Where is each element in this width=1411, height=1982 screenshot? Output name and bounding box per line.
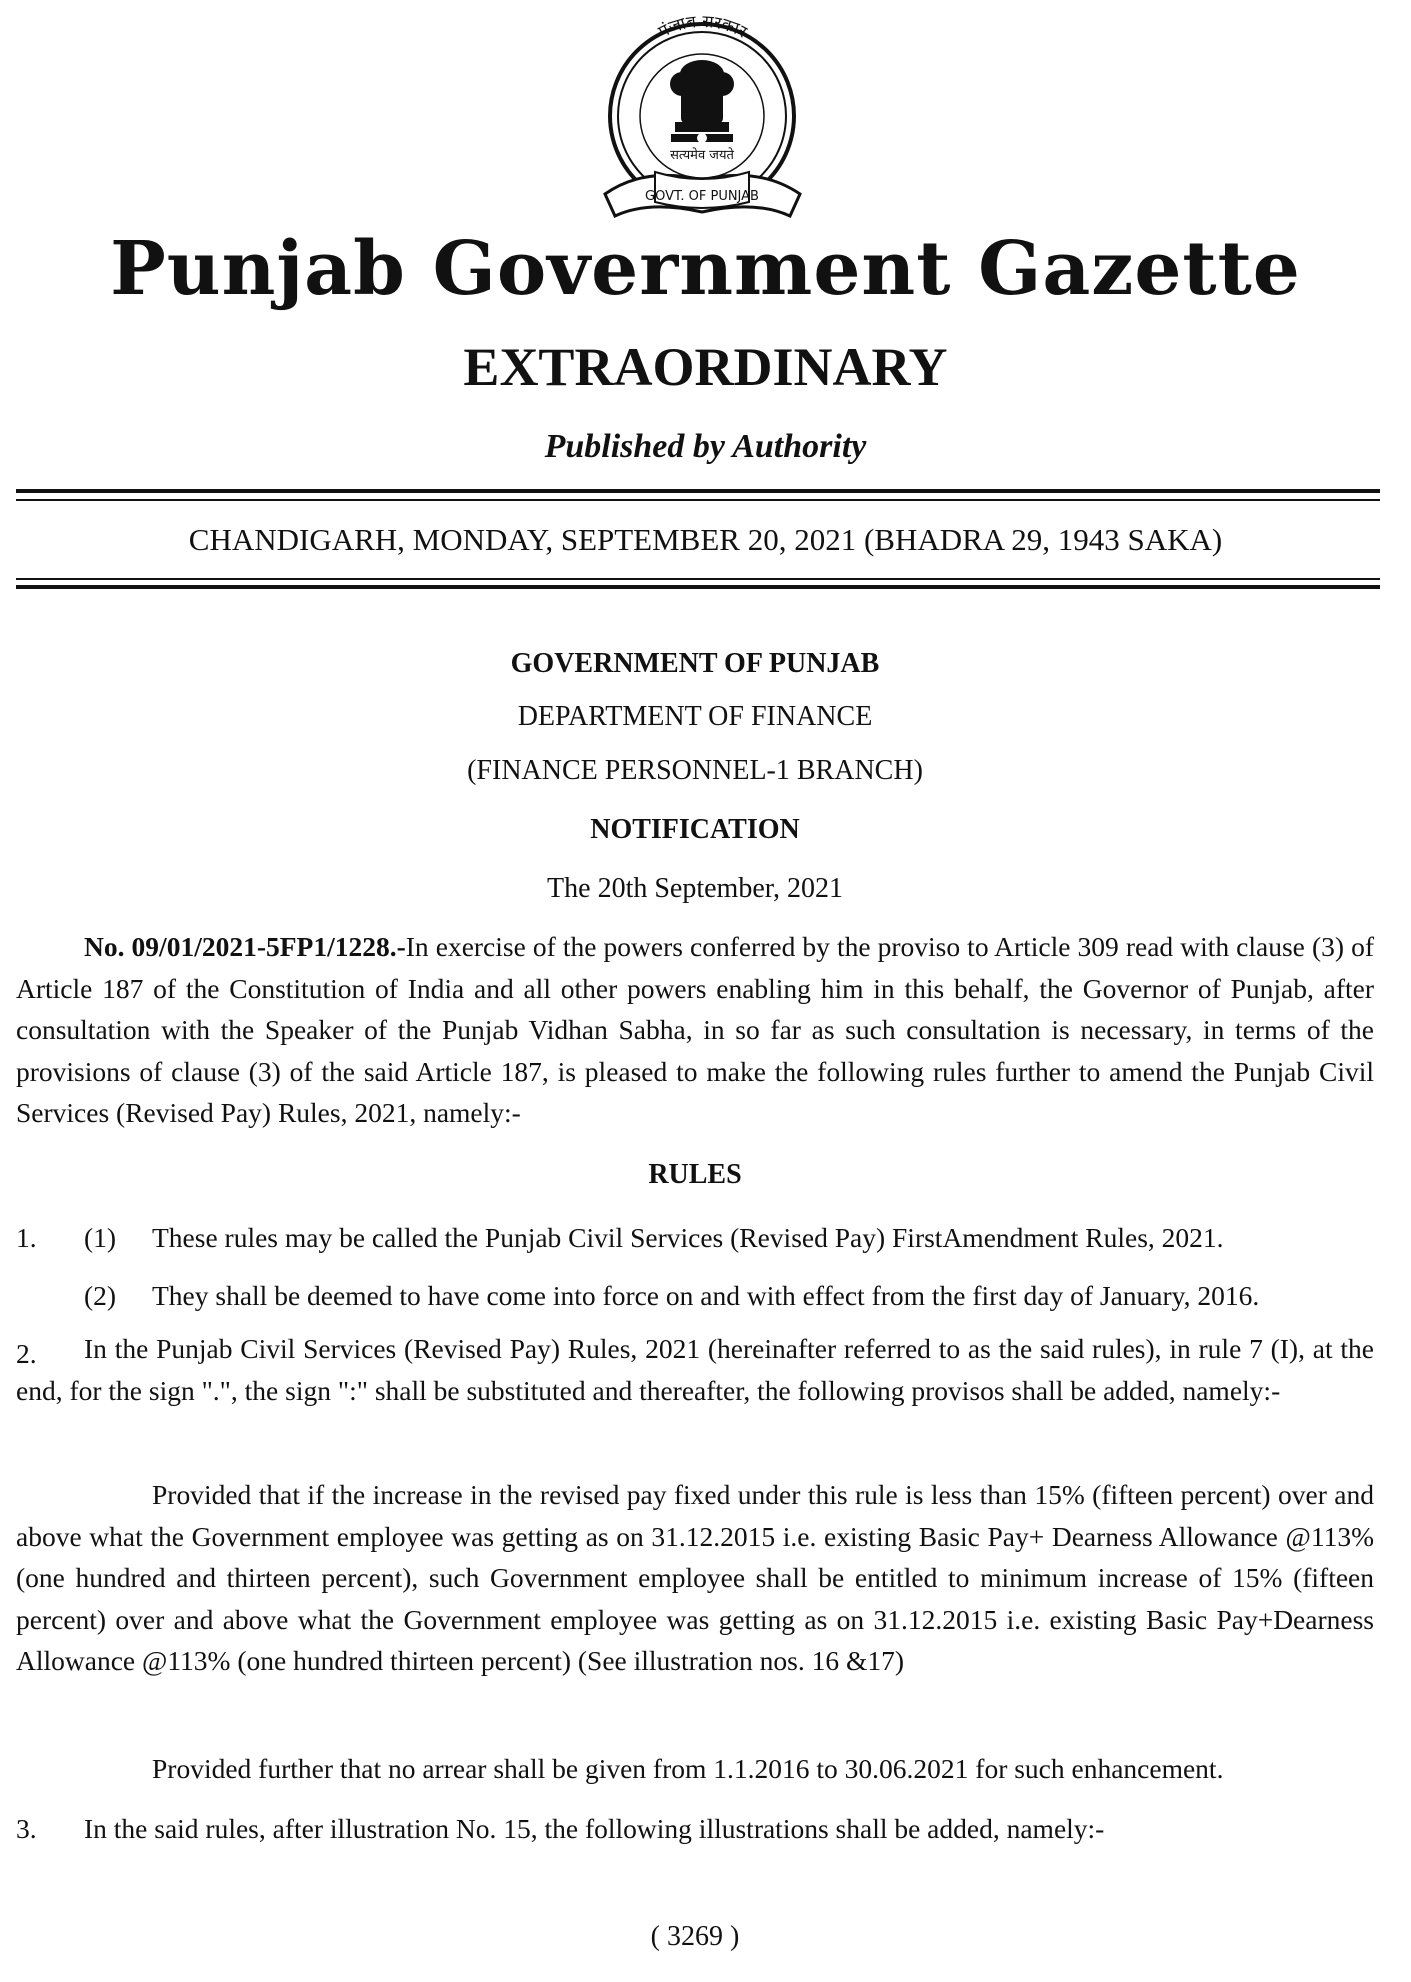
state-emblem-icon xyxy=(585,4,820,236)
rule-1-sub-1-number: (1) xyxy=(84,1222,117,1253)
branch-heading: (FINANCE PERSONNEL-1 BRANCH) xyxy=(467,755,923,786)
proviso-1: Provided that if the increase in the revised pay fixed under this rule is less than 15% (fifteen percent) over and above what the Government employee was getting as on 31.12.2015 i.e. existing Basic Pay+ Dearness Allowance @113% (one hundred and thirteen percent), such Government employee shall be entitled to minimum increase of 15% (fifteen percent) over and above what the Government employee was getting as on 31.12.2015 i.e. existing Basic Pay+Dearness Allowance @113% (one hundred thirteen percent) (See illustration nos. 16 &17) xyxy=(16,1479,1374,1676)
rule-1-number: 1. xyxy=(16,1222,37,1253)
rule-1-sub-2-number: (2) xyxy=(84,1280,117,1311)
punjab-emblem xyxy=(585,4,820,236)
rule-1-sub-1-text: These rules may be called the Punjab Civil Services (Revised Pay) FirstAmendment Rules, 2021. xyxy=(152,1222,1224,1253)
emblem-top-text: पंजाब सरकार xyxy=(655,11,750,43)
preamble-paragraph xyxy=(16,926,1374,1134)
rule-3-number: 3. xyxy=(16,1813,37,1844)
rule-2-body: In the Punjab Civil Services (Revised Pay) Rules, 2021 (hereinafter referred to as the said rules), in rule 7 (I), at the end, for the sign ".", the sign ":" shall be substituted and thereafter, the following provisos shall be added, namely:- xyxy=(16,1333,1374,1406)
top-rule-thin xyxy=(16,499,1380,501)
dateline: CHANDIGARH, MONDAY, SEPTEMBER 20, 2021 (BHADRA 29, 1943 SAKA) xyxy=(188,522,1223,557)
gazette-title: Punjab Government Gazette xyxy=(110,226,1301,312)
rule-2-text xyxy=(16,1328,1374,1411)
rule-3-text: In the said rules, after illustration No. 15, the following illustrations shall be added, namely:- xyxy=(84,1813,1105,1844)
rule-1-sub-2-text: They shall be deemed to have come into force on and with effect from the first day of January, 2016. xyxy=(152,1280,1260,1311)
page-number: ( 3269 ) xyxy=(650,1921,740,1952)
published-by: Published by Authority xyxy=(544,428,867,465)
proviso-2: Provided further that no arrear shall be given from 1.1.2016 to 30.06.2021 for such enhancement. xyxy=(152,1753,1224,1784)
gazette-edition: EXTRAORDINARY xyxy=(463,337,948,397)
rules-heading: RULES xyxy=(648,1159,742,1190)
svg-text:पंजाब सरकार xyxy=(655,12,751,43)
bottom-rule-thin xyxy=(16,578,1380,580)
top-rule-thick xyxy=(16,489,1380,493)
bottom-rule-thick xyxy=(16,585,1380,589)
government-heading: GOVERNMENT OF PUNJAB xyxy=(510,648,880,679)
notification-number: No. 09/01/2021-5FP1/1228.- xyxy=(84,931,406,962)
emblem-motto: सत्यमेव जयते xyxy=(670,148,734,163)
preamble-text: In exercise of the powers conferred by the proviso to Article 309 read with clause (3) of Article 187 of the Constitution of India and all other powers enabling him in this behalf, the Governor of Punjab, after consultation with the Speaker of the Punjab Vidhan Sabha, in so far as such consultation is necessary, in terms of the provisions of clause (3) of the said Article 187, is pleased to make the following rules further to amend the Punjab Civil Services (Revised Pay) Rules, 2021, namely:- xyxy=(16,931,1374,1128)
notification-heading: NOTIFICATION xyxy=(590,814,800,845)
notification-date: The 20th September, 2021 xyxy=(547,873,843,904)
emblem-ribbon-text: GOVT. OF PUNJAB xyxy=(645,189,759,204)
rule-2-number: 2. xyxy=(16,1338,37,1369)
department-heading: DEPARTMENT OF FINANCE xyxy=(517,701,873,732)
